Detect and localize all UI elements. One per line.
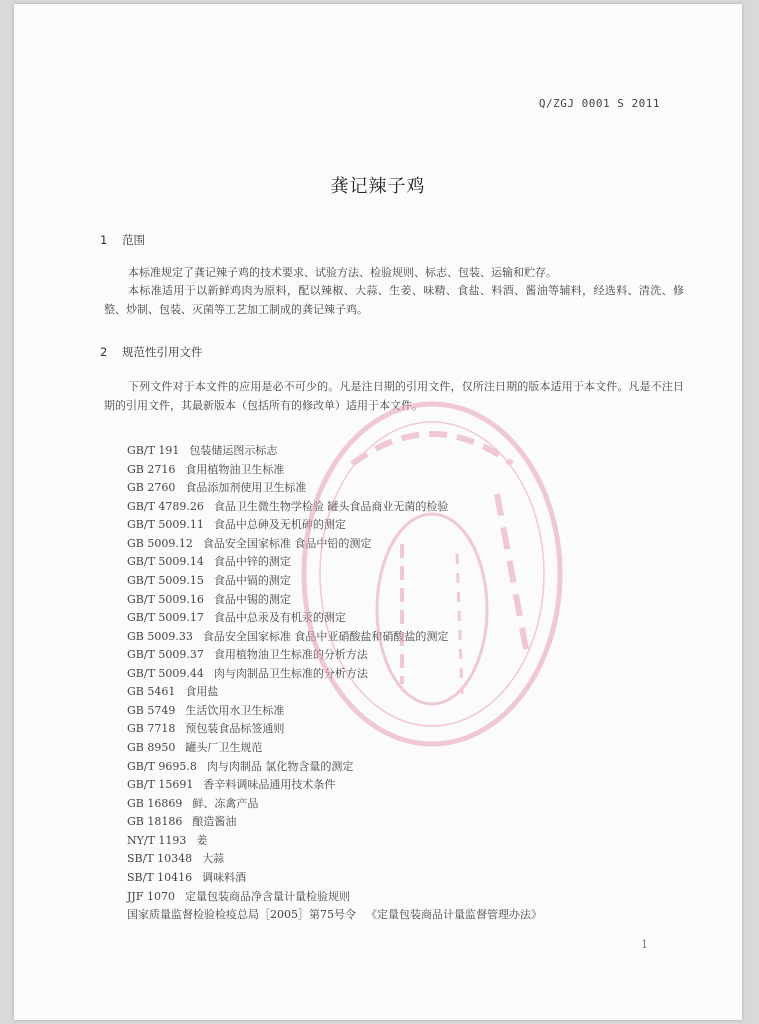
- reference-item: [127, 665, 542, 684]
- reference-code: GB/T 5009.17: [127, 611, 204, 625]
- reference-code: GB 5009.33: [127, 629, 193, 643]
- reference-list: [127, 442, 542, 925]
- reference-name: 食品安全国家标准 食品中铅的测定: [202, 536, 372, 550]
- section-title: 范围: [122, 233, 145, 247]
- scope-paragraph-1: 本标准规定了龚记辣子鸡的技术要求、试验方法、检验规则、标志、包装、运输和贮存。: [128, 266, 557, 279]
- standard-code: Q/ZGJ 0001 S 2011: [538, 97, 660, 110]
- reference-name: 大蒜: [202, 852, 225, 866]
- reference-code: GB 18186: [127, 815, 183, 829]
- reference-name: 定量包装商品净含量计量检验规则: [184, 889, 350, 903]
- reference-item: [127, 869, 542, 888]
- reference-code: GB 2760: [127, 481, 176, 495]
- reference-item: [127, 758, 542, 777]
- document-title: 龚记辣子鸡: [330, 176, 426, 197]
- reference-name: 《定量包装商品计量监督管理办法》: [366, 908, 542, 922]
- reference-name: 鲜、冻禽产品: [192, 796, 259, 810]
- reference-code: SB/T 10348: [127, 852, 193, 866]
- reference-item: [127, 720, 542, 739]
- reference-item: [127, 609, 542, 628]
- reference-code: GB/T 5009.11: [127, 518, 204, 532]
- reference-name: 食品中锡的测定: [213, 592, 291, 606]
- reference-code: GB/T 4789.26: [127, 499, 204, 513]
- reference-code: GB 5461: [127, 685, 176, 699]
- section-2-heading: [100, 344, 203, 360]
- normative-intro-paragraph: 下列文件对于本文件的应用是必不可少的。凡是注日期的引用文件，仅所注日期的版本适用于本文件。凡是不注日期的引用文件，其最新版本（包括所有的修改单）适用于本文件。: [104, 380, 684, 412]
- reference-item: [127, 646, 542, 665]
- section-title: 规范性引用文件: [122, 345, 203, 359]
- reference-item: [127, 442, 542, 461]
- section-1-heading: [100, 232, 145, 248]
- reference-code: GB/T 5009.14: [127, 555, 204, 569]
- reference-code: GB 5749: [127, 703, 176, 717]
- reference-item: [127, 813, 542, 832]
- reference-name: 酿造酱油: [192, 815, 237, 829]
- reference-code: GB 5009.12: [127, 536, 193, 550]
- reference-code: JJF 1070: [127, 889, 175, 903]
- reference-code: 国家质量监督检验检疫总局［2005］第75号令: [127, 908, 356, 922]
- reference-code: GB/T 5009.16: [127, 592, 204, 606]
- reference-name: 肉与肉制品 氯化物含量的测定: [206, 759, 354, 773]
- reference-item: [127, 683, 542, 702]
- reference-code: GB/T 5009.15: [127, 573, 204, 587]
- reference-item: [127, 479, 542, 498]
- reference-name: 罐头厂卫生规范: [185, 741, 263, 754]
- reference-code: GB 8950: [127, 741, 176, 754]
- reference-name: 食品中锌的测定: [213, 555, 291, 569]
- reference-item: [127, 888, 542, 907]
- reference-code: GB 7718: [127, 722, 176, 736]
- reference-name: 预包装食品标签通则: [185, 722, 285, 736]
- section-number: 2: [100, 345, 108, 359]
- reference-item: [127, 832, 542, 851]
- reference-code: SB/T 10416: [127, 870, 193, 884]
- reference-name: 姜: [196, 833, 208, 847]
- reference-code: GB/T 5009.44: [127, 666, 204, 680]
- reference-item: [127, 553, 542, 572]
- reference-item: [127, 498, 542, 517]
- reference-name: 生活饮用水卫生标准: [185, 703, 285, 717]
- reference-code: GB 2716: [127, 462, 176, 476]
- reference-item: [127, 850, 542, 869]
- scope-paragraph-2: 本标准适用于以新鲜鸡肉为原料，配以辣椒、大蒜、生姜、味精、食盐、料酒、酱油等辅料，经选料、清洗、修整、炒制、包装、灭菌等工艺加工制成的龚记辣子鸡。: [104, 284, 684, 316]
- reference-item: [127, 702, 542, 721]
- reference-name: 食品中总汞及有机汞的测定: [213, 611, 346, 625]
- reference-name: 包装储运图示标志: [189, 444, 278, 457]
- reference-code: GB/T 15691: [127, 778, 194, 792]
- reference-item: [127, 516, 542, 535]
- reference-name: 食品中总砷及无机砷的测定: [213, 518, 346, 532]
- reference-code: GB/T 191: [127, 444, 180, 457]
- page-number: 1: [641, 938, 648, 951]
- reference-item: [127, 461, 542, 480]
- reference-item: [127, 628, 542, 647]
- reference-item: [127, 572, 542, 591]
- section-number: 1: [100, 233, 108, 247]
- document-page: [14, 4, 742, 1020]
- reference-name: 食用植物油卫生标准的分析方法: [213, 648, 368, 662]
- reference-item: [127, 591, 542, 610]
- reference-item: [127, 906, 542, 925]
- reference-name: 食品中镉的测定: [213, 573, 291, 587]
- reference-code: GB/T 9695.8: [127, 759, 197, 773]
- reference-name: 肉与肉制品卫生标准的分析方法: [213, 666, 368, 680]
- reference-name: 调味料酒: [202, 870, 247, 884]
- reference-item: [127, 776, 542, 795]
- reference-code: GB/T 5009.37: [127, 648, 204, 662]
- reference-item: [127, 739, 542, 758]
- reference-item: [127, 535, 542, 554]
- reference-name: 香辛料调味品通用技术条件: [203, 778, 336, 792]
- reference-name: 食用盐: [185, 685, 219, 699]
- reference-name: 食用植物油卫生标准: [185, 462, 285, 476]
- reference-code: GB 16869: [127, 796, 183, 810]
- reference-code: NY/T 1193: [127, 833, 187, 847]
- reference-item: [127, 795, 542, 814]
- reference-name: 食品添加剂使用卫生标准: [185, 481, 307, 495]
- reference-name: 食品安全国家标准 食品中亚硝酸盐和硝酸盐的测定: [202, 629, 449, 643]
- reference-name: 食品卫生微生物学检验 罐头食品商业无菌的检验: [213, 499, 449, 513]
